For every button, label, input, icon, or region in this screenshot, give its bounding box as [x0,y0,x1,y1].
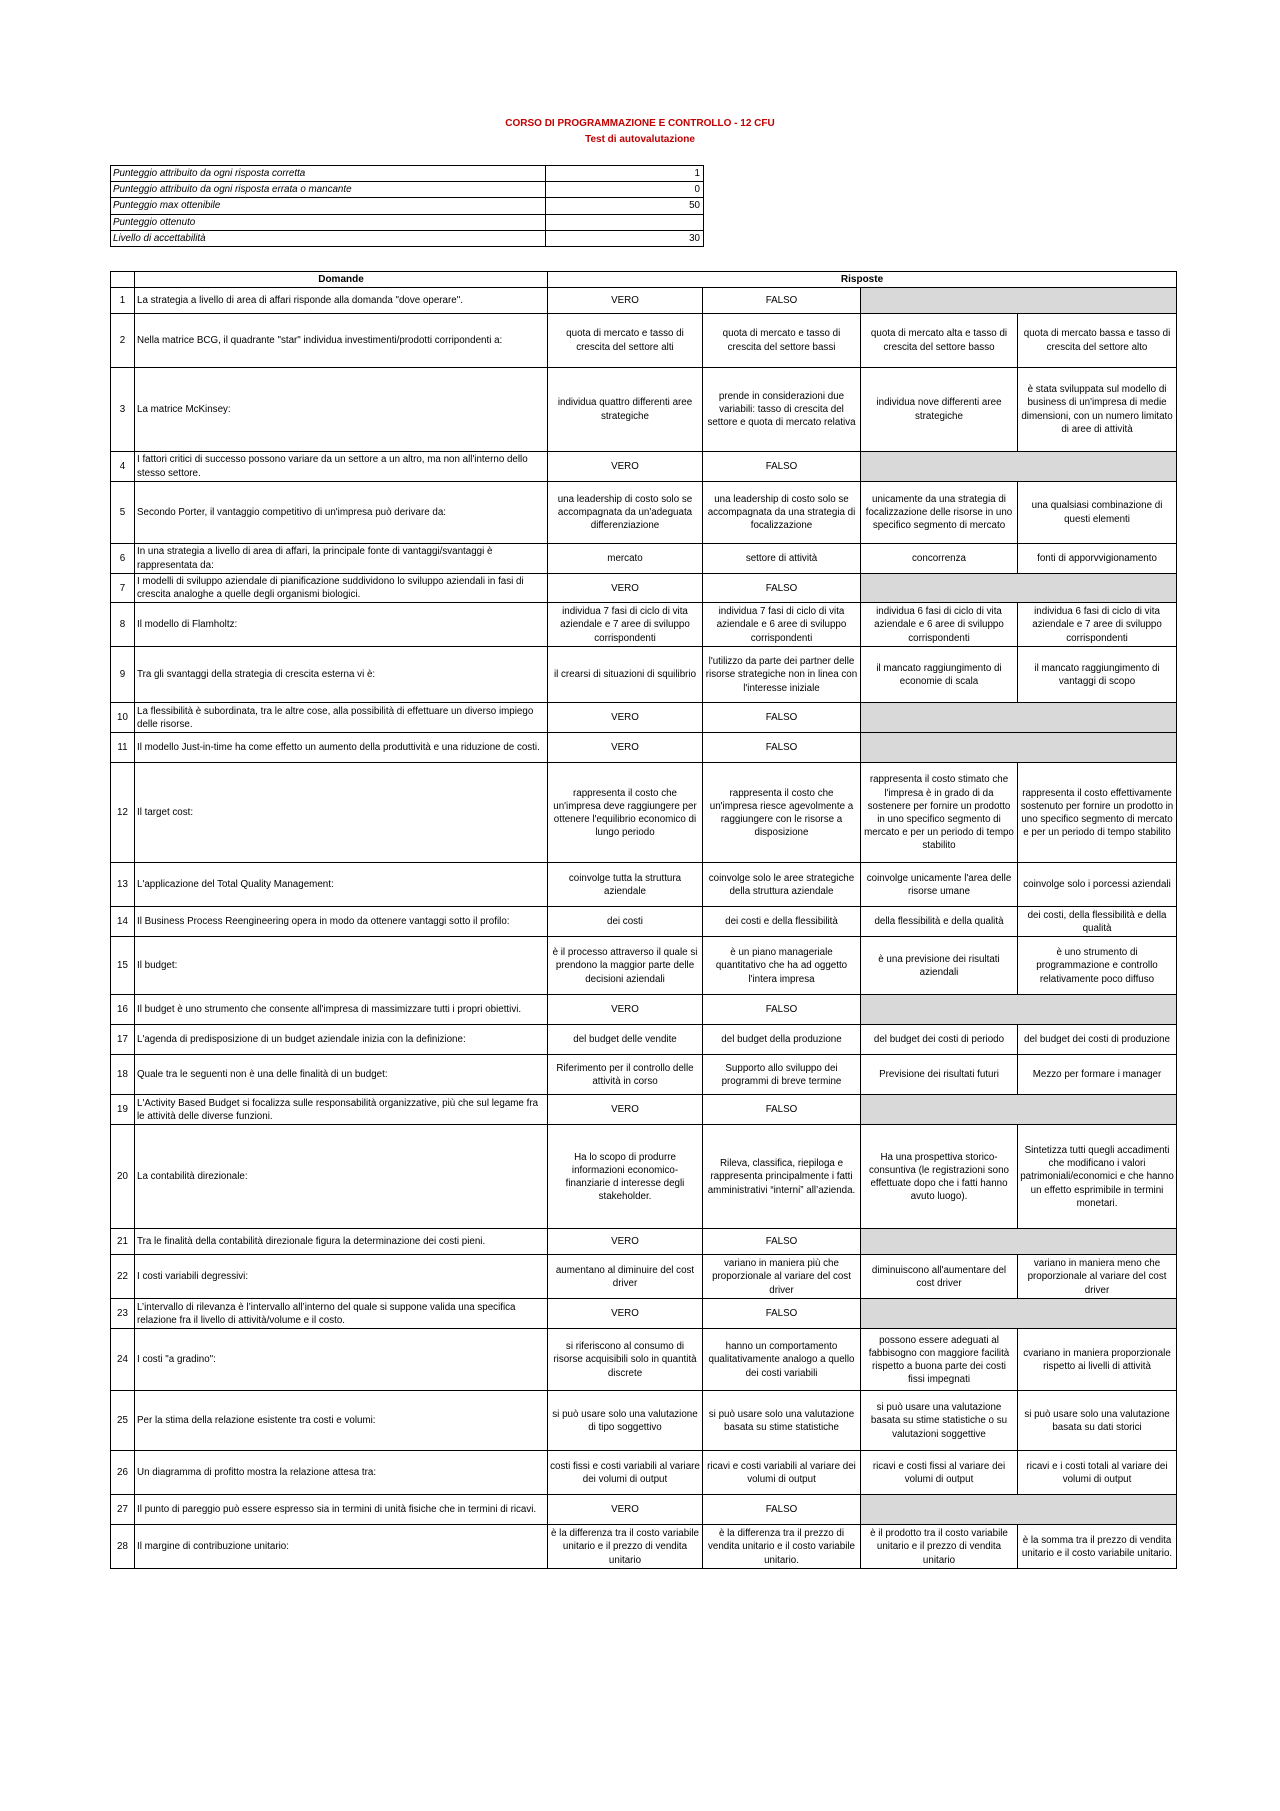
table-row [111,574,1177,603]
table-row [111,1055,1177,1095]
table-row [111,482,1177,544]
answer-option[interactable]: una leadership di costo solo se accompagnata da un'adeguata differenziazione [548,482,703,544]
table-row [111,452,1177,482]
scoring-value: 1 [546,166,704,182]
questions-table [110,271,1177,1569]
empty-answer-cell [861,1299,1177,1329]
question-number: 13 [111,863,135,907]
question-number: 24 [111,1329,135,1391]
answer-option[interactable]: l'utilizzo da parte dei partner delle risorse strategiche non in linea con l'interesse iniziale [703,647,861,703]
answer-option[interactable]: è la somma tra il prezzo di vendita unitario e il costo variabile unitario. [1018,1525,1177,1569]
answer-option[interactable]: quota di mercato bassa e tasso di crescita del settore alto [1018,314,1177,368]
answer-option[interactable]: Sintetizza tutti quegli accadimenti che modificano i valori patrimoniali/economici e che hanno un effetto esprimibile in termini monetari. [1018,1125,1177,1229]
scoring-row [111,182,704,198]
table-row [111,647,1177,703]
answer-option[interactable]: Ha lo scopo di produrre informazioni economico-finanziarie d interesse degli stakeholder. [548,1125,703,1229]
answer-option[interactable]: FALSO [703,1095,861,1125]
question-text: I costi variabili degressivi: [135,1255,548,1299]
question-number: 18 [111,1055,135,1095]
question-number: 16 [111,995,135,1025]
question-number: 8 [111,603,135,647]
answer-option[interactable]: è una previsione dei risultati aziendali [861,937,1018,995]
table-row [111,1025,1177,1055]
answer-option[interactable]: rappresenta il costo che un'impresa deve raggiungere per ottenere l'equilibrio economico di lungo periodo [548,763,703,863]
question-text: In una strategia a livello di area di affari, la principale fonte di vantaggi/svantaggi è rappresentata da: [135,544,548,574]
table-row [111,1495,1177,1525]
empty-answer-cell [861,288,1177,314]
scoring-label: Punteggio max ottenibile [111,198,546,214]
empty-answer-cell [861,1229,1177,1255]
answer-option[interactable]: FALSO [703,1229,861,1255]
question-text: Il Business Process Reengineering opera in modo da ottenere vantaggi sotto il profilo: [135,907,548,937]
table-row [111,368,1177,452]
answer-option[interactable]: variano in maniera meno che proporzionale al variare del cost driver [1018,1255,1177,1299]
answer-option[interactable]: prende in considerazioni due variabili: tasso di crescita del settore e quota di mercato relativa [703,368,861,452]
question-number: 1 [111,288,135,314]
answer-option[interactable]: VERO [548,733,703,763]
table-row [111,544,1177,574]
table-row [111,1391,1177,1451]
answer-option[interactable]: si può usare solo una valutazione basata su dati storici [1018,1391,1177,1451]
page-title: CORSO DI PROGRAMMAZIONE E CONTROLLO - 12 CFU [505,118,775,129]
scoring-value: 50 [546,198,704,214]
empty-answer-cell [861,995,1177,1025]
scoring-row [111,198,704,214]
question-number: 15 [111,937,135,995]
question-number: 22 [111,1255,135,1299]
answer-option[interactable]: individua quattro differenti aree strategiche [548,368,703,452]
answer-option[interactable]: VERO [548,703,703,733]
table-row [111,1451,1177,1495]
answer-option[interactable]: FALSO [703,995,861,1025]
empty-answer-cell [861,574,1177,603]
header-risposte: Risposte [548,272,1177,288]
question-number: 23 [111,1299,135,1329]
question-text: I modelli di sviluppo aziendale di pianificazione suddividono lo sviluppo aziendali in fasi di crescita analoghe a quelle degli organismi biologici. [135,574,548,603]
scoring-label: Punteggio attribuito da ogni risposta corretta [111,166,546,182]
answer-option[interactable]: FALSO [703,1299,861,1329]
answer-option[interactable]: ricavi e costi variabili al variare dei volumi di output [703,1451,861,1495]
answer-option[interactable]: si riferiscono al consumo di risorse acquisibili solo in quantità discrete [548,1329,703,1391]
question-number: 28 [111,1525,135,1569]
empty-answer-cell [861,1095,1177,1125]
question-text: Il modello di Flamholtz: [135,603,548,647]
answer-option[interactable]: quota di mercato e tasso di crescita del settore alti [548,314,703,368]
empty-answer-cell [861,1495,1177,1525]
answer-option[interactable]: mercato [548,544,703,574]
answer-option[interactable]: individua 7 fasi di ciclo di vita aziendale e 7 aree di sviluppo corrispondenti [548,603,703,647]
answer-option[interactable]: settore di attività [703,544,861,574]
answer-option[interactable]: individua 6 fasi di ciclo di vita aziendale e 7 aree di sviluppo corrispondenti [1018,603,1177,647]
answer-option[interactable]: costi fissi e costi variabili al variare dei volumi di output [548,1451,703,1495]
answer-option[interactable]: VERO [548,995,703,1025]
answer-option[interactable]: hanno un comportamento qualitativamente analogo a quello dei costi variabili [703,1329,861,1391]
scoring-value: 0 [546,182,704,198]
answer-option[interactable]: variano in maniera più che proporzionale al variare del cost driver [703,1255,861,1299]
answer-option[interactable]: fonti di apporvvigionamento [1018,544,1177,574]
answer-option[interactable]: VERO [548,288,703,314]
question-number: 11 [111,733,135,763]
answer-option[interactable]: FALSO [703,288,861,314]
question-text: L'agenda di predisposizione di un budget aziendale inizia con la definizione: [135,1025,548,1055]
answer-option[interactable]: rappresenta il costo stimato che l'impresa è in grado di da sostenere per fornire un prodotto in uno specifico segmento di mercato e per un periodo di tempo stabilito [861,763,1018,863]
answer-option[interactable]: coinvolge unicamente l'area delle risorse umane [861,863,1018,907]
question-text: L’intervallo di rilevanza è l’intervallo all’interno del quale si suppone valida una specifica relazione fra il livello di attività/volume e il costo. [135,1299,548,1329]
table-row [111,703,1177,733]
answer-option[interactable]: Previsione dei risultati futuri [861,1055,1018,1095]
question-text: Il punto di pareggio può essere espresso sia in termini di unità fisiche che in termini di ricavi. [135,1495,548,1525]
answer-option[interactable]: FALSO [703,452,861,482]
answer-option[interactable]: VERO [548,1229,703,1255]
table-row [111,733,1177,763]
question-text: Un diagramma di profitto mostra la relazione attesa tra: [135,1451,548,1495]
question-text: Il budget è uno strumento che consente all'impresa di massimizzare tutti i propri obiettivi. [135,995,548,1025]
answer-option[interactable]: è il processo attraverso il quale si prendono la maggior parte delle decisioni aziendali [548,937,703,995]
scoring-row [111,214,704,230]
question-text: Nella matrice BCG, il quadrante "star" individua investimenti/prodotti corripondenti a: [135,314,548,368]
question-text: I costi "a gradino": [135,1329,548,1391]
answer-option[interactable]: del budget della produzione [703,1025,861,1055]
question-number: 25 [111,1391,135,1451]
question-text: Il margine di contribuzione unitario: [135,1525,548,1569]
answer-option[interactable]: FALSO [703,703,861,733]
answer-option[interactable]: VERO [548,1299,703,1329]
question-text: Il budget: [135,937,548,995]
answer-option[interactable]: del budget dei costi di periodo [861,1025,1018,1055]
answer-option[interactable]: della flessibilità e della qualità [861,907,1018,937]
question-text: Il modello Just-in-time ha come effetto un aumento della produttività e una riduzione de costi. [135,733,548,763]
question-number: 20 [111,1125,135,1229]
scoring-label: Punteggio ottenuto [111,214,546,230]
answer-option[interactable]: è il prodotto tra il costo variabile unitario e il prezzo di vendita unitario [861,1525,1018,1569]
answer-option[interactable]: dei costi e della flessibilità [703,907,861,937]
answer-option[interactable]: il crearsi di situazioni di squilibrio [548,647,703,703]
answer-option[interactable]: quota di mercato alta e tasso di crescita del settore basso [861,314,1018,368]
answer-option[interactable]: VERO [548,452,703,482]
answer-option[interactable]: cvariano in maniera proporzionale rispetto ai livelli di attività [1018,1329,1177,1391]
scoring-table [110,165,704,247]
question-text: I fattori critici di successo possono variare da un settore a un altro, ma non all'interno dello stesso settore. [135,452,548,482]
answer-option[interactable]: FALSO [703,1495,861,1525]
question-number: 19 [111,1095,135,1125]
answer-option[interactable]: una leadership di costo solo se accompagnata da una strategia di focalizzazione [703,482,861,544]
question-number: 7 [111,574,135,603]
answer-option[interactable]: ricavi e costi fissi al variare dei volumi di output [861,1451,1018,1495]
question-text: Il target cost: [135,763,548,863]
question-number: 6 [111,544,135,574]
table-row [111,937,1177,995]
table-row [111,1255,1177,1299]
question-text: La contabilità direzionale: [135,1125,548,1229]
question-text: Tra le finalità della contabilità direzionale figura la determinazione dei costi pieni. [135,1229,548,1255]
table-row [111,314,1177,368]
answer-option[interactable]: VERO [548,574,703,603]
answer-option[interactable]: coinvolge tutta la struttura aziendale [548,863,703,907]
answer-option[interactable]: Supporto allo sviluppo dei programmi di breve termine [703,1055,861,1095]
answer-option[interactable]: coinvolge solo le aree strategiche della struttura aziendale [703,863,861,907]
answer-option[interactable]: Riferimento per il controllo delle attività in corso [548,1055,703,1095]
answer-option[interactable]: si può usare solo una valutazione basata su stime statistiche [703,1391,861,1451]
question-text: L'applicazione del Total Quality Management: [135,863,548,907]
answer-option[interactable]: unicamente da una strategia di focalizzazione delle risorse in uno specifico segmento di mercato [861,482,1018,544]
question-number: 9 [111,647,135,703]
empty-answer-cell [861,733,1177,763]
table-row [111,1229,1177,1255]
header-domande: Domande [135,272,548,288]
scoring-label: Punteggio attribuito da ogni risposta errata o mancante [111,182,546,198]
empty-answer-cell [861,452,1177,482]
scoring-value: 30 [546,230,704,246]
question-number: 3 [111,368,135,452]
table-row [111,603,1177,647]
answer-option[interactable]: individua nove differenti aree strategiche [861,368,1018,452]
answer-option[interactable]: è stata sviluppata sul modello di business di un'impresa di medie dimensioni, con un numero limitato di aree di attività [1018,368,1177,452]
answer-option[interactable]: Mezzo per formare i manager [1018,1055,1177,1095]
answer-option[interactable]: rappresenta il costo che un'impresa riesce agevolmente a raggiungere con le risorse a disposizione [703,763,861,863]
question-number: 14 [111,907,135,937]
answer-option[interactable]: dei costi [548,907,703,937]
table-row [111,995,1177,1025]
answer-option[interactable]: FALSO [703,733,861,763]
page-subtitle: Test di autovalutazione [585,134,695,145]
table-header-row [111,272,1177,288]
scoring-label: Livello di accettabilità [111,230,546,246]
question-number: 21 [111,1229,135,1255]
answer-option[interactable]: concorrenza [861,544,1018,574]
answer-option[interactable]: si può usare solo una valutazione di tipo soggettivo [548,1391,703,1451]
answer-option[interactable]: individua 7 fasi di ciclo di vita aziendale e 6 aree di sviluppo corrispondenti [703,603,861,647]
question-number: 5 [111,482,135,544]
scoring-row [111,166,704,182]
question-text: La matrice McKinsey: [135,368,548,452]
question-number: 2 [111,314,135,368]
answer-option[interactable]: individua 6 fasi di ciclo di vita aziendale e 6 aree di sviluppo corrispondenti [861,603,1018,647]
question-text: L'Activity Based Budget si focalizza sulle responsabilità organizzative, più che sul legame fra le attività delle diverse funzioni. [135,1095,548,1125]
answer-option[interactable]: dei costi, della flessibilità e della qualità [1018,907,1177,937]
answer-option[interactable]: quota di mercato e tasso di crescita del settore bassi [703,314,861,368]
answer-option[interactable]: è la differenza tra il prezzo di vendita unitario e il costo variabile unitario. [703,1525,861,1569]
table-row [111,763,1177,863]
question-text: Per la stima della relazione esistente tra costi e volumi: [135,1391,548,1451]
question-text: Secondo Porter, il vantaggio competitivo di un'impresa può derivare da: [135,482,548,544]
question-number: 17 [111,1025,135,1055]
question-text: Quale tra le seguenti non è una delle finalità di un budget: [135,1055,548,1095]
answer-option[interactable]: diminuiscono all'aumentare del cost driver [861,1255,1018,1299]
table-row [111,1525,1177,1569]
question-text: La flessibilità è subordinata, tra le altre cose, alla possibilità di effettuare un diverso impiego delle risorse. [135,703,548,733]
answer-option[interactable]: aumentano al diminuire del cost driver [548,1255,703,1299]
question-text: La strategia a livello di area di affari risponde alla domanda "dove operare". [135,288,548,314]
table-row [111,1125,1177,1229]
answer-option[interactable]: si può usare una valutazione basata su stime statistiche o su valutazioni soggettive [861,1391,1018,1451]
table-row [111,1299,1177,1329]
answer-option[interactable]: coinvolge solo i porcessi aziendali [1018,863,1177,907]
answer-option[interactable]: Rileva, classifica, riepiloga e rappresenta principalmente i fatti amministrativi “interni” all’azienda. [703,1125,861,1229]
answer-option[interactable]: VERO [548,1095,703,1125]
question-number: 26 [111,1451,135,1495]
table-row [111,288,1177,314]
table-row [111,1095,1177,1125]
question-text: Tra gli svantaggi della strategia di crescita esterna vi è: [135,647,548,703]
question-number: 27 [111,1495,135,1525]
question-number: 12 [111,763,135,863]
answer-option[interactable]: è uno strumento di programmazione e controllo relativamente poco diffuso [1018,937,1177,995]
scoring-value [546,214,704,230]
table-row [111,907,1177,937]
table-row [111,1329,1177,1391]
answer-option[interactable]: il mancato raggiungimento di vantaggi di scopo [1018,647,1177,703]
answer-option[interactable]: è la differenza tra il costo variabile unitario e il prezzo di vendita unitario [548,1525,703,1569]
answer-option[interactable]: ricavi e i costi totali al variare dei volumi di output [1018,1451,1177,1495]
answer-option[interactable]: possono essere adeguati al fabbisogno con maggiore facilità rispetto a buona parte dei costi fissi impegnati [861,1329,1018,1391]
answer-option[interactable]: Ha una prospettiva storico-consuntiva (le registrazioni sono effettuate dopo che i fatti hanno avuto luogo). [861,1125,1018,1229]
answer-option[interactable]: del budget dei costi di produzione [1018,1025,1177,1055]
answer-option[interactable]: è un piano manageriale quantitativo che ha ad oggetto l'intera impresa [703,937,861,995]
answer-option[interactable]: il mancato raggiungimento di economie di scala [861,647,1018,703]
empty-answer-cell [861,703,1177,733]
answer-option[interactable]: FALSO [703,574,861,603]
question-number: 4 [111,452,135,482]
scoring-row [111,230,704,246]
answer-option[interactable]: una qualsiasi combinazione di questi elementi [1018,482,1177,544]
answer-option[interactable]: rappresenta il costo effettivamente sostenuto per fornire un prodotto in uno specifico segmento di mercato e per un periodo di tempo stabilito [1018,763,1177,863]
table-row [111,863,1177,907]
answer-option[interactable]: VERO [548,1495,703,1525]
answer-option[interactable]: del budget delle vendite [548,1025,703,1055]
question-number: 10 [111,703,135,733]
